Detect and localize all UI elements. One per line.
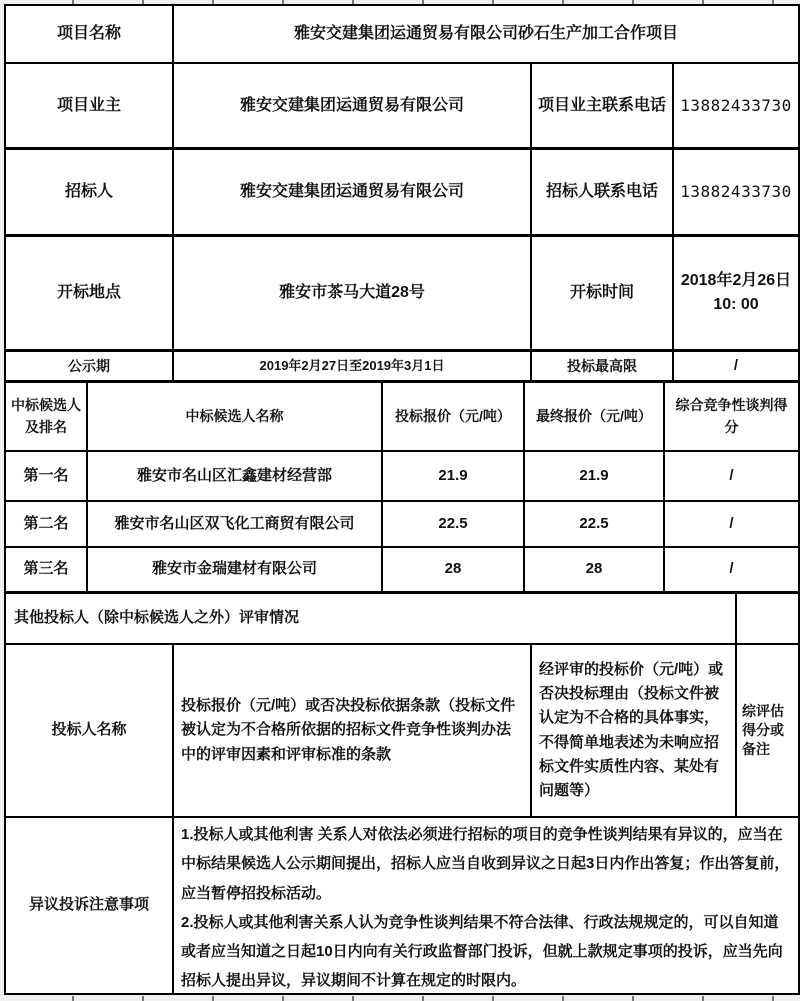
objection-notice-row: [6, 818, 798, 993]
tenderer-label: 招标人: [6, 150, 174, 234]
objection-notice-text: [174, 818, 798, 993]
other-bidders-review-empty-cell: [737, 594, 798, 643]
candidates-header-row: [6, 383, 798, 452]
bottom-crop-gridlines: [0, 996, 800, 1001]
other-bidders-review-row: [6, 594, 798, 645]
other-bidders-review-title: 其他投标人（除中标候选人之外）评审情况: [6, 594, 737, 643]
candidate-1-bid: 21.9: [383, 452, 525, 500]
candidate-1-score: /: [729, 466, 734, 484]
project-name-label: 项目名称: [6, 6, 174, 62]
bidder-name-label: 投标人名称: [6, 645, 174, 816]
row-tenderer: [6, 150, 798, 237]
candidate-1-final: 21.9: [525, 452, 665, 500]
objection-notice-line1: 1.投标人或其他利害 关系人对依法必须进行招标的项目的竞争性谈判结果有异议的，应当在中标结果候选人公示期间提出，招标人应当自收到异议之日起3日内作出答复；作出答复前，应当暂停招投标活动。: [181, 826, 790, 902]
candidate-2-name: 雅安市名山区双飞化工商贸有限公司: [88, 502, 383, 546]
opening-time-value: 2018年2月26日10: 00: [680, 272, 792, 313]
project-owner-value: 雅安交建集团运通贸易有限公司: [174, 64, 532, 147]
publicity-period-value: 2019年2月27日至2019年3月1日: [174, 352, 532, 380]
candidate-3-score: /: [729, 560, 734, 578]
row-project-name: [6, 6, 798, 64]
project-name-value: 雅安交建集团运通贸易有限公司砂石生产加工合作项目: [293, 25, 678, 42]
candidate-2-score: /: [729, 514, 734, 532]
candidate-1-name: 雅安市名山区汇鑫建材经营部: [88, 452, 383, 500]
row-project-owner: [6, 64, 798, 150]
bidder-review-row: [6, 645, 798, 818]
row-publicity-period: [6, 352, 798, 383]
candidate-3-rank: 第三名: [6, 548, 88, 591]
col-header-name: 中标候选人名称: [88, 383, 383, 450]
review-reason-text: 经评审的投标价（元/吨）或否决投标理由（投标文件被认定为不合格的具体事实，不得简单地表述为未响应招标文件实质性内容、某处有问题等）: [532, 645, 737, 816]
row-bid-opening: [6, 237, 798, 352]
max-bid-limit-value: /: [733, 356, 739, 374]
candidate-row-1: [6, 452, 798, 502]
col-header-score: 综合竞争性谈判得分: [675, 396, 788, 435]
opening-place-value: 雅安市茶马大道28号: [174, 237, 532, 349]
candidate-1-rank: 第一名: [6, 452, 88, 500]
opening-time-label: 开标时间: [532, 237, 674, 349]
tenderer-phone-value: 13882433730: [680, 182, 792, 201]
publicity-period-label: 公示期: [6, 352, 174, 380]
candidate-row-2: [6, 502, 798, 548]
candidate-3-final: 28: [525, 548, 665, 591]
candidate-2-rank: 第二名: [6, 502, 88, 546]
candidate-2-bid: 22.5: [383, 502, 525, 546]
col-header-rank: 中标候选人及排名: [6, 383, 88, 450]
bid-clause-text: 投标报价（元/吨）或否决投标依据条款（投标文件被认定为不合格所依据的招标文件竞争性谈判办法中的评审因素和评审标准的条款: [174, 645, 532, 816]
candidate-row-3: [6, 548, 798, 594]
col-header-bid: 投标报价（元/吨）: [383, 383, 525, 450]
opening-place-label: 开标地点: [6, 237, 174, 349]
owner-phone-label: 项目业主联系电话: [532, 64, 674, 147]
project-owner-label: 项目业主: [6, 64, 174, 147]
objection-notice-label: 异议投诉注意事项: [6, 818, 174, 993]
bid-result-table: [4, 4, 800, 995]
objection-notice-line2: 2.投标人或其他利害关系人认为竞争性谈判结果不符合法律、行政法规规定的，可以自知道或者应当知道之日起10日内向有关行政监督部门投诉，但就上款规定事项的投诉，应当先向招标人提出异议，异议期间不计算在规定的时限内。: [181, 913, 783, 990]
candidate-3-name: 雅安市金瑞建材有限公司: [88, 548, 383, 591]
max-bid-limit-label: 投标最高限: [532, 352, 674, 380]
tenderer-phone-label: 招标人联系电话: [532, 150, 674, 234]
owner-phone-value: 13882433730: [680, 95, 792, 115]
candidate-2-final: 22.5: [525, 502, 665, 546]
tenderer-value: 雅安交建集团运通贸易有限公司: [174, 150, 532, 234]
candidate-3-bid: 28: [383, 548, 525, 591]
review-note-label: 综评估得分或备注: [742, 703, 784, 757]
col-header-final: 最终报价（元/吨）: [525, 383, 665, 450]
